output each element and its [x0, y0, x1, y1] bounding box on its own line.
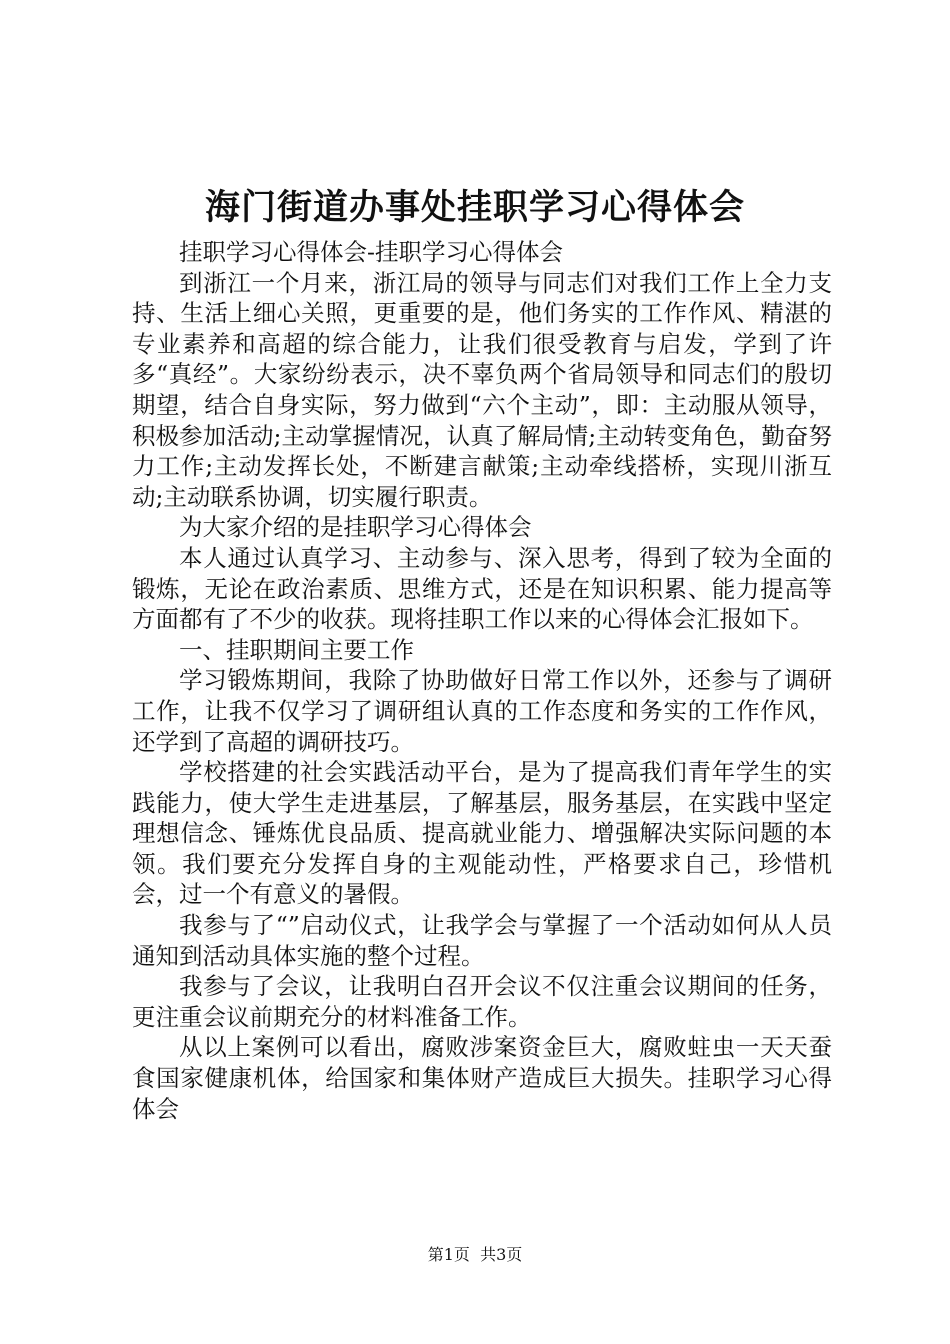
paragraph: 学习锻炼期间，我除了协助做好日常工作以外，还参与了调研工作，让我不仅学习了调研组认真的工作态度和务实的工作作风，还学到了高超的调研技巧。: [132, 666, 832, 756]
paragraph: 本人通过认真学习、主动参与、深入思考，得到了较为全面的锻炼，无论在政治素质、思维方式，还是在知识积累、能力提高等方面都有了不少的收获。现将挂职工作以来的心得体会汇报如下。: [132, 543, 832, 634]
document-body: [132, 237, 832, 1124]
page-total: 共3页: [480, 1245, 523, 1264]
document-title: 海门街道办事处挂职学习心得体会: [204, 187, 745, 228]
paragraph: 从以上案例可以看出，腐败涉案资金巨大，腐败蛀虫一天天蚕食国家健康机体，给国家和集体财产造成巨大损失。挂职学习心得体会: [132, 1033, 832, 1123]
paragraph: 学校搭建的社会实践活动平台，是为了提高我们青年学生的实践能力，使大学生走进基层，了解基层，服务基层，在实践中坚定理想信念、锤炼优良品质、提高就业能力、增强解决实际问题的本领。我们要充分发挥自身的主观能动性，严格要求自己，珍惜机会，过一个有意义的暑假。: [132, 758, 832, 909]
page-number: 第1页: [427, 1245, 470, 1264]
section-heading: 一、挂职期间主要工作: [179, 635, 414, 664]
paragraph: 到浙江一个月来，浙江局的领导与同志们对我们工作上全力支持、生活上细心关照，更重要的是，他们务实的工作作风、精湛的专业素养和高超的综合能力，让我们很受教育与启发，学到了许多“真经”。大家纷纷表示，决不辜负两个省局领导和同志们的殷切期望，结合自身实际，努力做到“六个主动”，即：主动服从领导，积极参加活动;主动掌握情况，认真了解局情;主动转变角色，勤奋努力工作;主动发挥长处，不断建言献策;主动牵线搭桥，实现川浙互动;主动联系协调，切实履行职责。: [132, 268, 832, 511]
page-footer: [0, 1245, 950, 1265]
paragraph: 我参与了“”启动仪式，让我学会与掌握了一个活动如何从人员通知到活动具体实施的整个过程。: [132, 911, 832, 970]
paragraph: 挂职学习心得体会-挂职学习心得体会: [179, 238, 563, 266]
paragraph: 为大家介绍的是挂职学习心得体会: [179, 513, 532, 542]
paragraph: 我参与了会议，让我明白召开会议不仅注重会议期间的任务，更注重会议前期充分的材料准备工作。: [132, 972, 832, 1031]
